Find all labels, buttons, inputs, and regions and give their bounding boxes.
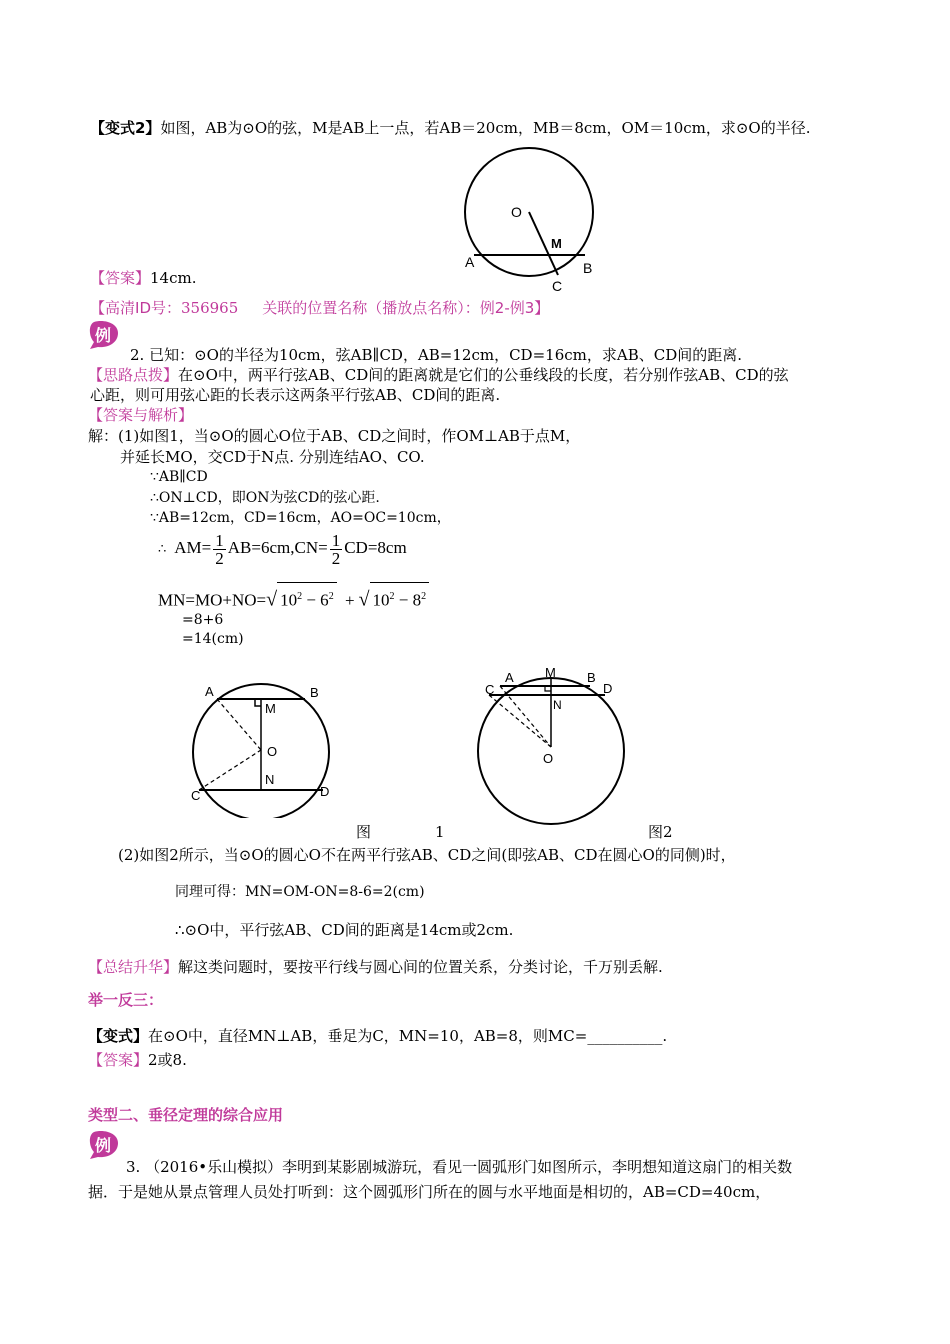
example-badge-icon-2: [88, 1130, 120, 1160]
practice-title: 举一反三：: [88, 991, 164, 1009]
type2-title: 类型二、垂径定理的综合应用: [88, 1106, 284, 1124]
variant2-answer-tag: 【答案】: [90, 269, 151, 287]
practice-variant-text: 在⊙O中，直径MN⊥AB，垂足为C，MN=10，AB=8，则MC=: [148, 1027, 588, 1045]
variant2-label-o: O: [511, 204, 522, 220]
practice-variant-tag: 【变式】: [88, 1027, 149, 1045]
figure-2-caption: 图2: [648, 823, 673, 841]
solution-line1: 解：(1)如图1，当⊙O的圆心O位于AB、CD之间时，作OM⊥AB于点M，: [88, 427, 581, 445]
practice-answer-tag: 【答案】: [88, 1051, 149, 1069]
equation-mn: MN=MO+NO=√ $10^2 - 6^2$ + √ $10^2 - 8^2$: [158, 582, 429, 615]
svg-text:N: N: [553, 698, 562, 712]
hd-tag: 【高清: [90, 299, 136, 317]
summary-text: 解这类问题时，要按平行线与圆心间的位置关系，分类讨论，千万别丢解.: [178, 958, 663, 976]
variant2-line: [90, 118, 811, 138]
variant2-label-c: C: [552, 278, 563, 294]
analysis-tag: 【答案与解析】: [88, 406, 194, 424]
solution-line5: ∵AB=12cm，CD=16cm，AO=OC=10cm，: [150, 510, 451, 526]
svg-text:D: D: [320, 784, 330, 799]
variant2-answer: 14cm.: [150, 269, 197, 287]
svg-text:N: N: [265, 772, 275, 787]
example2-problem: 2. 已知：⊙O的半径为10cm，弦AB∥CD，AB=12cm，CD=16cm，求AB、CD间的距离.: [130, 346, 742, 364]
variant2-answer-line: [90, 268, 197, 288]
step2: =14(cm): [182, 631, 244, 647]
variant2-label-m: M: [551, 236, 562, 251]
equation-am-cn: [158, 528, 407, 569]
eq2-sqrt1: $10^2 - 6^2$: [277, 582, 337, 615]
figure-1: [185, 678, 345, 818]
svg-text:例: 例: [95, 326, 112, 345]
variant2-tag: 【变式2】: [90, 119, 161, 137]
summary-line: [88, 957, 663, 977]
solution-line3: ∵AB∥CD: [150, 469, 208, 485]
svg-text:例: 例: [95, 1136, 112, 1155]
variant2-label-b: B: [583, 260, 593, 276]
example-badge-icon: [88, 320, 120, 350]
hint-tag: 【思路点拨】: [88, 366, 179, 384]
hd-id-label: ID号：: [135, 299, 181, 317]
solution-line4: ∴ON⊥CD，即ON为弦CD的弦心距.: [150, 490, 380, 506]
conclusion: ∴⊙O中，平行弦AB、CD间的距离是14cm或2cm.: [175, 921, 514, 939]
practice-answer: 2或8.: [148, 1051, 187, 1069]
svg-text:O: O: [543, 751, 554, 766]
step1: =8+6: [182, 612, 224, 628]
eq1-frac1: $\frac{1}{2}$: [215, 530, 224, 568]
svg-text:D: D: [603, 681, 613, 696]
svg-text:B: B: [587, 670, 596, 685]
solution-part2: (2)如图2所示，当⊙O的圆心O不在两平行弦AB、CD之间(即弦AB、CD在圆心O的同侧)时，: [118, 846, 736, 864]
hint-text1: 在⊙O中，两平行弦AB、CD间的距离就是它们的公垂线段的长度，若分别作弦AB、CD的弦: [178, 366, 789, 384]
eq1-frac2: $\frac{1}{2}$: [331, 530, 341, 568]
hd-id-value: 356965: [181, 299, 239, 317]
hd-link-text[interactable]: 关联的位置名称（播放点名称）：: [262, 299, 480, 317]
practice-blank: __________: [587, 1027, 663, 1045]
svg-text:B: B: [310, 685, 319, 700]
eq1-am: AM=: [174, 538, 212, 557]
hint-line1: [88, 365, 789, 385]
eq2-sqrt2: $10^2 - 8^2$: [370, 582, 430, 615]
summary-tag: 【总结升华】: [88, 958, 179, 976]
eq1-cd: CD=8cm: [344, 538, 407, 557]
practice-period: .: [662, 1027, 668, 1045]
variant2-figure: [455, 145, 615, 295]
hint-line2: 心距，则可用弦心距的长表示这两条平行弦AB、CD间的距离.: [90, 386, 501, 404]
svg-text:C: C: [191, 788, 201, 803]
solution-line2: 并延长MO，交CD于N点. 分别连结AO、CO.: [120, 448, 425, 466]
type2-line2: 据．于是她从景点管理人员处打听到：这个圆弧形门所在的圆与水平地面是相切的，AB=CD=40cm，: [88, 1183, 771, 1201]
svg-text:A: A: [205, 684, 214, 699]
figure-2: [465, 665, 640, 830]
variant2-label-a: A: [465, 254, 475, 270]
variant2-text: 如图，AB为⊙O的弦，M是AB上一点，若AB＝20cm，MB＝8cm，OM＝10cm，求⊙O的半径.: [160, 119, 811, 137]
same-reason: 同理可得：MN=OM-ON=8-6=2(cm): [175, 884, 425, 900]
svg-text:M: M: [545, 665, 556, 680]
practice-answer-line: [88, 1050, 187, 1070]
eq1-ab: AB=6cm,CN=: [227, 538, 328, 557]
practice-variant-line: [88, 1026, 667, 1046]
eq2-lhs: MN=MO+NO=: [158, 590, 267, 610]
svg-text:A: A: [505, 670, 514, 685]
eq1-therefore: ∴: [158, 541, 167, 556]
figure-1-caption: 图 1: [356, 823, 445, 841]
svg-text:M: M: [265, 701, 276, 716]
eq2-plus: +: [344, 590, 355, 610]
svg-text:O: O: [267, 744, 278, 759]
svg-text:C: C: [485, 682, 495, 697]
hd-line: [90, 298, 549, 318]
hd-link-value[interactable]: 例2-例3】: [479, 299, 550, 317]
type2-line1: 3. （2016•乐山模拟）李明到某影剧城游玩，看见一圆弧形门如图所示，李明想知道这扇门的相关数: [126, 1158, 793, 1176]
